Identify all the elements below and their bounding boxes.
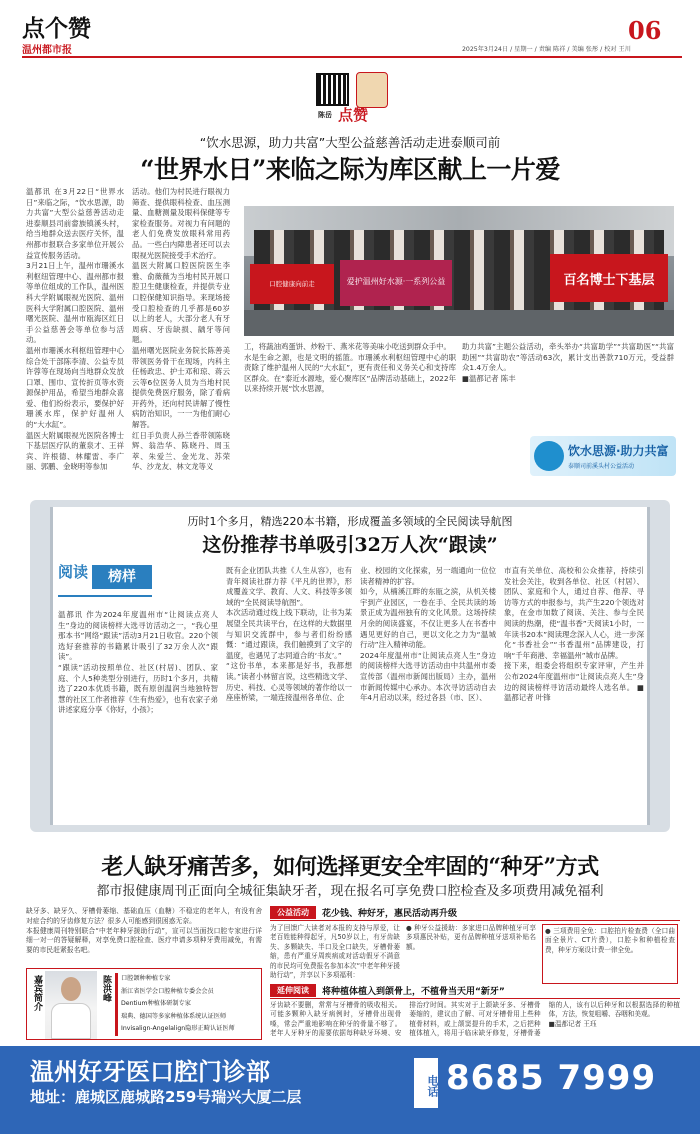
water-drop-icon [534,441,564,471]
box1-text: 为了回馈广大读者对本报的支持与厚爱，让老百姓能种得起牙，凡50岁以上，有牙齿缺失、多颗缺失、半口及全口缺失，牙槽骨萎缩，患有严重牙周疾病或对活动假牙不满意的市民均可免费报名参加本次“中老年种牙援助行动”，并享以下多项福利： [270,924,400,980]
chendao-badge [356,72,388,108]
clinic-tel-label: 电话 [414,1058,438,1108]
article1-col4: 助力共富”主题公益活动，牵头举办“共富助学”“共富助医”“共富助困”“共富助农”等活动63次，累计支出善款710万元，受益群众1.4万余人。 ■温都记者 陈丰 [462,342,674,383]
doctor-box [26,968,262,1040]
group-photo [244,206,674,336]
article1-headline: “世界水日”来临之际为库区献上一片爱 [140,155,560,184]
banner-mouth-health: 口腔健康向前走 [250,264,334,304]
clinic-phone: 8685 7999 [446,1058,657,1098]
doctor-coat [51,1003,91,1039]
doctor-name: 陈洪峰 [101,975,111,1002]
article1-col1: 温都讯 在3月22日“世界水日”来临之际，“饮水思源，助力共富”大型公益慈善活动走进泰顺县司前畲族镇溪头村，给当地群众送去医疗关怀，温州都市报联合多家单位开展公益宣传服务活动。 3月21日上午，温州市珊溪水利枢纽管理中心、温州都市报等单位组成的工作队，温州医科大学附属眼视光医院、温州医科大学附属口腔医院、温州曙光医院、温州市瓯海区红日手公益慈善会等单位参与活动。 温州市珊溪水利枢纽管理中心综合处干部陈李清、公益专员许蓉等在现场向当地群众发放口罩、围巾、宣传折页等水资源保护用品，希望当地群众喜爱、他们纷纷表示，要保护好珊溪水库，保护好温州人的“大水缸”。 温医大附属眼视光医院各博士下基层医疗队的董泉才、王祥宾、许根德、林耀雷、李广丽、郭鹏、金晓明等参加 [26,187,124,472]
campaign-logo [530,436,676,476]
ground [244,310,674,336]
column-tag-line [58,595,152,597]
article3-intro: 缺牙多、缺牙久、牙槽骨萎缩、基础血压（血糖）不稳定的老年人，有没有舍对症合约的牙齿修复方法？很多人可能感到很困惑无奈。 本报健康周刊特别联合“中老年种牙援助行动”，宣可以当面找口腔专家进行详细一对一的答疑解释，对享免费口腔检查、医疗申请多项种牙费用减免，有需要的市民赶紧报名吧。 [26,907,262,955]
doctor-item: Invisalign-Angelalign隐形正畸认证医师 [115,1023,259,1036]
box2-tag: 延伸阅读 [270,984,316,997]
header-rule [22,56,682,58]
doctor-item: 口腔颌种种植专家 [115,973,259,986]
chendao-name: 陈岳 [318,111,332,119]
page-number: 06 [628,16,662,45]
doctor-item: Dentium种植体研制专家 [115,998,259,1011]
doctor-photo [45,971,97,1039]
article1-col2: 活动。他们为村民进行眼视力筛查、提供眼科检查、血压测量、血糖测量及眼科保健等专家检查服务。对视力有问题的老人们免费发放眼科常用药品。一些白内障患者还可以去眼视光医院接受手术治疗。 温医大附属口腔医院医生李雅、俞薇薇为当地村民开展口腔卫生健康检查，并提供专业口腔保健知识指导。来现场接受口腔检查的几乎都是60岁以上的老人，大部分老人有牙周病、牙齿缺损、龋牙等问题。 温州曙光医院业务院长陈善美带领医务骨干在现场，内科主任杨政忠、护士邓和琼、蒋云云等6位医务人员为当地村民提供免费医疗服务，除了看病开药外，还向村民讲解了慢性病防治知识，一一为他们耐心解答。 红日手负责人孙兰香带领陈晓辉、翁浩华、陈晓丹、周玉萃、朱爱兰、金光龙、苏荣华、沙龙友、林文龙等义 [132,187,230,472]
article3-headline: 老人缺牙痛苦多，如何选择更安全牢固的“种牙”方式 [101,854,599,880]
column-tag [58,561,154,607]
article2-intro: 温都讯 作为2024年度温州市“让阅读点亮人生”身边的阅读榜样大选寻访活动之一，“我心里那本书”网络“跟读”活动3月21日收官。220个领选好套推荐的书籍累计吸引了32万余人次“跟读”。 “跟读”活动按照单位、社区(村居)、团队、家庭、个人5种类型分别进行，历时1个多月，共精选了220本优质书籍，既有原创温润当地独特智慧的社区工作者推荐《生有热爱》，也有农家子弟讲述家庭分享《你好，小孩》； [58,610,218,715]
campaign-logo-sub: 泰顺司前溪头村公益活动 [568,463,635,470]
clinic-name: 温州好牙医口腔门诊部 [30,1057,270,1086]
article2-headline: 这份推荐书单吸引32万人次“跟读” [202,534,498,556]
box1-tag: 公益活动 [270,906,316,919]
article2-col2: 既有企业团队共推《人生从容》，也有青年阅读社群力荐《平凡的世界》，形成覆盖文学、教育、人文、科技等多领域的“全民阅读导航图”。 本次活动通过线上线下联动，让书为某展望全民共读平台，在这样的大数据里与知识交流群中，参与者们纷纷感慨：“通过跟读，我们触摸到了文字的温度，也遇见了志同道合的‘书友’。” “这份书单，本来都是好书，我都想读。”读者小林留言说，这些精选文学、历史、科技、心灵等领域的著作给以一座座桥梁，一端连接温州各单位、企 [226,566,352,703]
article1-col3: 工，将蔬油鸡蛋饼、炒粉干、燕米花等美味小吃送到群众手中。 水是生命之源，也是文明的摇篮。市珊溪水利枢纽管理中心的职责除了维护温州人民的“大水缸”，更有责任和义务关心和支持库区群众。在“泰近水源地，爱心聚库区”品牌活动基础上，2022年以来持续开展“饮水思源， [244,342,456,394]
banner-series: 爱护温州好水源·一系列公益 [340,260,452,306]
section-title: 点个赞 [22,15,91,42]
box2-title: 将种植体植入到颌骨上，不植骨当天用“新牙” [322,987,505,997]
chendao-title: 点赞 [338,106,369,124]
box1-title: 花少钱、种好牙，惠民活动再升级 [322,909,458,919]
doctor-list [115,973,259,1036]
article3-subhead: 都市报健康周刊正面向全城征集缺牙者，现在报名可享免费口腔检查及多项费用减免福利 [96,884,604,899]
article1-kicker: “饮水思源，助力共富”大型公益慈善活动走进泰顺司前 [199,135,501,150]
box1-benefit: ● 种牙公益援助：多家进口品牌种植牙可享多项惠民补贴，更有品牌种植牙送项补贴名额。 [406,924,536,951]
section-subtitle: 温州都市报 [22,45,72,56]
article2-col3: 业、校园的文化探索，另一端通向一位位读者精神的扩容。 如今，从楠溪江畔的东瓯之滨，从机关楼宇到产业园区，一卷在手、全民共读的场景正成为温州独有的文化风景。这场持续月余的阅读盛宴，不仅让更多人在书香中遇见更好的自己，更以文化之力为“温城行动”注入精神动能。 2024年度温州市“让阅读点亮人生”身边的阅读榜样大选寻访活动由中共温州市委宣传部（温州市新闻出版局）主办，温州市新闻传媒中心承办。本次寻访活动自去年4月启动以来，经过各县（市、区）、 [360,566,496,703]
column-tag-main: 榜样 [92,565,152,589]
article2-col4: 市直有关单位、高校和公众推荐，持续引发社会关注，收到各单位、社区（村居）、团队、家庭和个人，通过自荐、他荐、寻访等方式的申报参与，共产生220个领选对象，在金市加数了阅读、关注、参与全民阅读的热潮，使“温书香”天阅读1小时，一年读书20本”阅读理念深入人心，进一步深化“书香社会”“书香温州”品牌建设，打响“千年商港、幸福温州”城市品牌。 接下来，组委会将组织专家评审，产生并公布2024年度温州市“让阅读点亮人生”身边的阅读榜样寻访活动最终人选名单。 ■温都记者 叶锋 [504,566,644,703]
header-meta: 2025年3月24日 / 星期一 / 责编 陈祥 / 美编 张彤 / 校对 王川 [462,46,631,53]
box1-rule [270,920,680,921]
doctor-item: 瑞典、德国等多家种植体系统认证医师 [115,1011,259,1024]
box2-text: 牙齿缺不要删，常常与牙槽骨的吸收相关。可能多颗种入缺牙病例时，牙槽骨出现骨嗓，常会严重地影响在种牙的骨量不够了。老年人牙种牙的需要依据每种缺牙环境、安排治疗时间。其实对于上颌缺牙多、牙槽骨萎缩的，建议由了解、可对牙槽骨用上些种植骨材料，或上颌窦提升的手术，之后把种植体植入，将用于临床缺牙修复，牙槽骨萎缩的人，该有以后种牙和以根据选择的种植体，方法，恢复咀嚼、吞咽和美观。 ■温都记者 王珏 [270,1001,680,1038]
banner-doctors: 百名博士下基层 [550,254,668,302]
campaign-logo-text: 饮水思源·助力共富 [568,444,669,458]
box1-right: ● 三项费用全免：口腔拍片检查费（全口曲面全景片、CT片费），口腔卡和种植检查费，种牙方案设计费一律全免。 [542,924,678,984]
doctor-head [61,977,81,1001]
doctor-item: 浙江省医学会口腔种植专委会会员 [115,986,259,999]
clinic-address: 地址：鹿城区鹿城路259号瑞兴大厦二层 [30,1088,302,1106]
box2-rule [270,998,680,999]
qr-code [316,73,349,106]
column-tag-top: 阅读 [58,563,89,581]
article2-kicker: 历时1个多月，精选220本书籍，形成覆盖多领域的全民阅读导航图 [187,515,513,528]
doctor-label: 嘉宾简介 [32,975,42,1011]
